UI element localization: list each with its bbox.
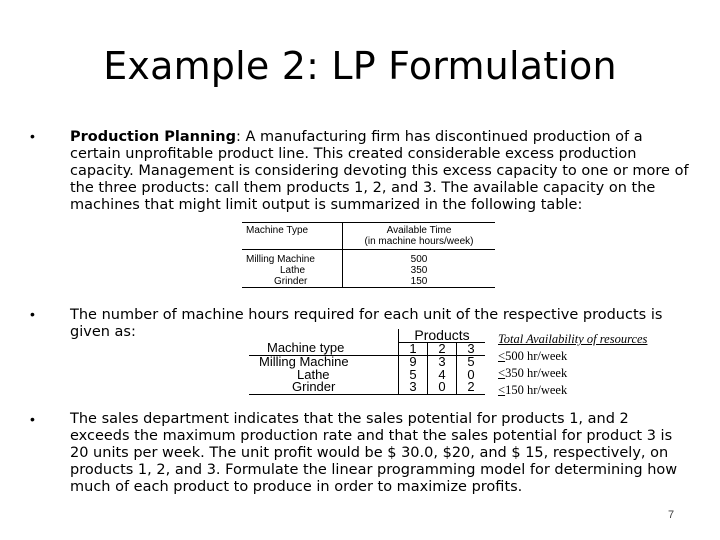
hours-cell: 5 <box>457 356 486 369</box>
machine-name: Grinder <box>249 381 399 394</box>
capacity-col-machine-header: Machine Type <box>242 223 343 250</box>
capacity-table <box>242 222 495 288</box>
hours-cell: 0 <box>428 381 457 394</box>
machine-name: Milling Machine <box>249 356 399 369</box>
hours-cell: 5 <box>399 369 428 382</box>
table-row <box>242 265 495 276</box>
product-col-header: 2 <box>428 342 457 356</box>
hours-cell: 3 <box>399 381 428 394</box>
capacity-col-time-header: Available Time (in machine hours/week) <box>343 223 495 250</box>
page-number: 7 <box>668 509 675 521</box>
bullet-production-planning <box>70 129 690 214</box>
machine-name: Lathe <box>280 265 306 276</box>
table-row <box>249 381 485 394</box>
bullet-sales-potential: The sales department indicates that the sales potential for products 1, and 2 exceeds the maximum production rate and that the sales potential for product 3 is 20 units per week. The unit profit would be $ 30.0, $20, and $ 15, respectively, on products 1, 2, and 3. Formulate the linear programming model for determining how much of each product to produce in order to maximize profits. <box>70 411 678 495</box>
bullet-marker: • <box>30 411 35 427</box>
hours-cell: 2 <box>457 381 486 394</box>
hours-cell: 3 <box>428 356 457 369</box>
table-row <box>242 276 495 288</box>
product-col-header: 3 <box>457 342 486 356</box>
bullet-machine-hours: The number of machine hours required for each unit of the respective products is given as: <box>70 307 663 340</box>
bullet-marker: • <box>30 128 35 144</box>
bullet-marker: • <box>30 306 35 322</box>
machine-hours: 150 <box>343 276 495 288</box>
table-row <box>249 369 485 382</box>
availability-header: Total Availability of resources <box>498 332 648 346</box>
slide-title: Example 2: LP Formulation <box>103 44 617 88</box>
machine-type-header: Machine type <box>249 342 399 356</box>
availability-line: <150 hr/week <box>498 383 568 397</box>
availability-line: <350 hr/week <box>498 366 568 380</box>
bullet-body-text: : A manufacturing firm has discontinued production of a certain unprofitable product line. This created considerable excess production capacity. Management is considering devoting this excess capacity to one or more of the three products: call them products 1, 2, and 3. The available capacity on the machines that might limit output is summarized in the following table: <box>70 129 689 213</box>
machine-hours: 500 <box>343 254 495 265</box>
bullet-lead-text: Production Planning <box>70 129 236 145</box>
hours-cell: 0 <box>457 369 486 382</box>
product-col-header: 1 <box>399 342 428 356</box>
requirements-table <box>249 329 485 395</box>
hours-cell: 4 <box>428 369 457 382</box>
table-row <box>249 356 485 369</box>
availability-line: <500 hr/week <box>498 349 568 363</box>
machine-name: Grinder <box>242 276 343 288</box>
machine-hours: 350 <box>343 265 495 276</box>
products-header: Products <box>399 329 486 342</box>
table-row <box>242 254 495 265</box>
machine-name: Lathe <box>297 366 330 382</box>
machine-name: Milling Machine <box>246 254 315 265</box>
hours-cell: 9 <box>399 356 428 369</box>
